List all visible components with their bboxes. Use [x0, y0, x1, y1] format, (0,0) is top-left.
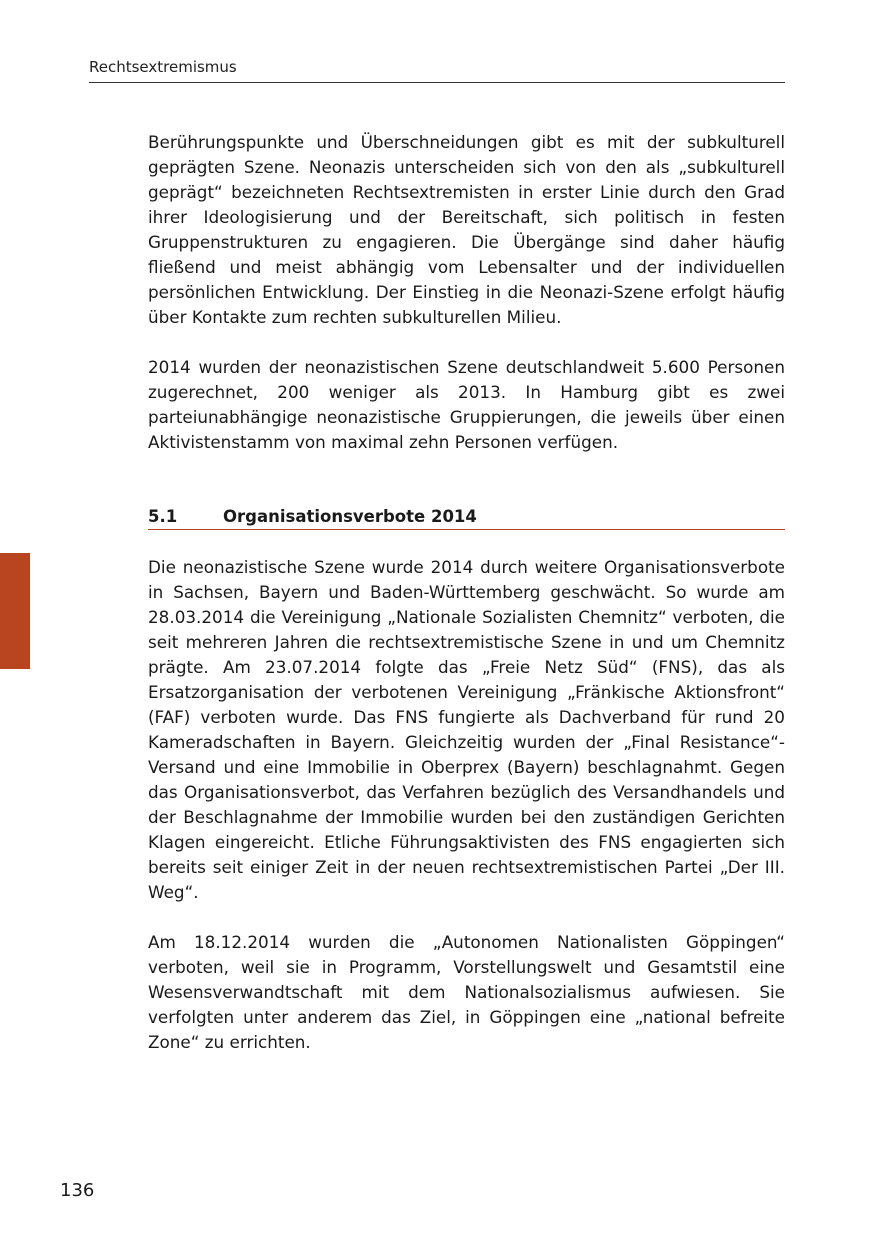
section-title: Organisationsverbote 2014 [223, 507, 477, 526]
section-number: 5.1 [148, 507, 178, 526]
header-rule [89, 82, 785, 83]
body-paragraph-2 [148, 355, 785, 455]
section-paragraph-2 [148, 930, 785, 1055]
chapter-side-tab [0, 553, 30, 669]
section-heading [148, 505, 785, 530]
paragraph-text: Die neonazistische Szene wurde 2014 durch weitere Organisationsverbote in Sachsen, Bayern und Baden-Württemberg geschwächt. So wurde am 28.03.2014 die Vereinigung „Nationale Sozialisten Chemnitz“ verboten, die seit mehreren Jahren die rechtsextremistische Szene in und um Chemnitz prägte. Am 23.07.2014 folgte das „Freie Netz Süd“ (FNS), das als Ersatzorganisation der verbotenen Vereinigung „Fränkische Aktionsfront“ (FAF) verboten wurde. Das FNS fungierte als Dachverband für rund 20 Kameradschaften in Bayern. Gleichzeitig wurden der „Final Resistance“-Versand und eine Immobilie in Oberprex (Bayern) beschlagnahmt. Gegen das Organisationsverbot, das Verfahren bezüglich des Versandhandels und der Beschlagnahme der Immobilie wurden bei den zuständigen Gerichten Klagen eingereicht. Etliche Führungsaktivisten des FNS engagierten sich bereits seit einiger Zeit in der neuen rechtsextremistischen Partei „Der III. Weg“. [148, 557, 785, 902]
paragraph-text: Am 18.12.2014 wurden die „Autonomen Nationalisten Göppingen“ verboten, weil sie in Programm, Vorstellungswelt und Gesamtstil eine Wesensverwandtschaft mit dem Nationalsozialismus aufwiesen. Sie verfolgten unter anderem das Ziel, in Göppingen eine „national befreite Zone“ zu errichten. [148, 932, 785, 1052]
section-paragraph-1 [148, 555, 785, 905]
body-paragraph-1 [148, 130, 785, 330]
running-header: Rechtsextremismus [89, 58, 237, 76]
paragraph-text: 2014 wurden der neonazistischen Szene deutschlandweit 5.600 Personen zugerechnet, 200 weniger als 2013. In Hamburg gibt es zwei parteiunabhängige neonazistische Gruppierungen, die jeweils über einen Aktivistenstamm von maximal zehn Personen verfügen. [148, 357, 785, 452]
paragraph-text: Berührungspunkte und Überschneidungen gibt es mit der subkulturell geprägten Szene. Neonazis unterscheiden sich von den als „subkulturell geprägt“ bezeichneten Rechtsextremisten in erster Linie durch den Grad ihrer Ideologisierung und der Bereitschaft, sich politisch in festen Gruppenstrukturen zu engagieren. Die Übergänge sind daher häufig fließend und meist abhängig vom Lebensalter und der individuellen persönlichen Entwicklung. Der Einstieg in die Neonazi-Szene erfolgt häufig über Kontakte zum rechten subkulturellen Milieu. [148, 132, 785, 327]
page-number: 136 [60, 1180, 95, 1201]
